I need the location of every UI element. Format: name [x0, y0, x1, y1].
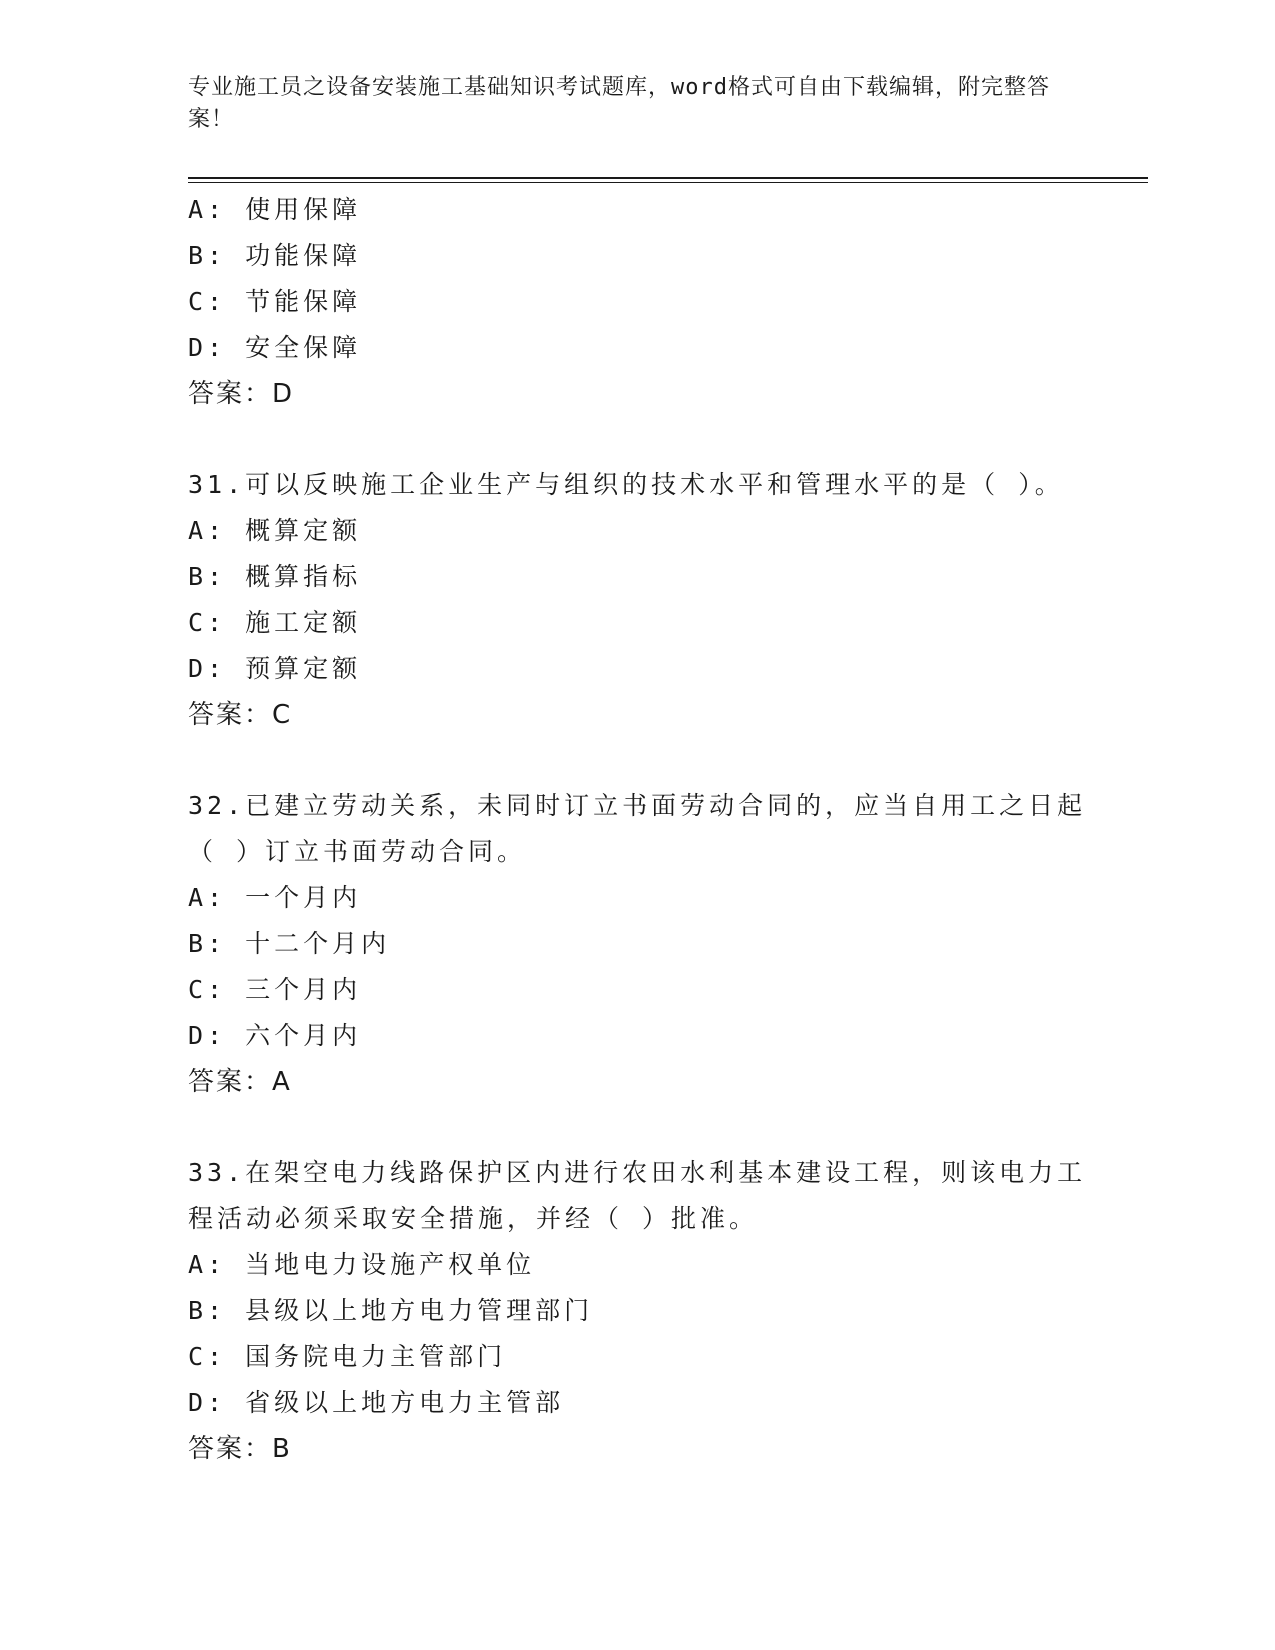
option-d [188, 1380, 1088, 1426]
question-31 [188, 462, 1088, 738]
option-letter: D: [188, 333, 227, 362]
option-letter: C: [188, 287, 227, 316]
answer-line: 答案：D [188, 379, 295, 409]
option-text: 安全保障 [245, 333, 362, 362]
option-text: 三个月内 [245, 975, 362, 1004]
answer-line: 答案：B [188, 1434, 292, 1464]
question-stem: 32.已建立劳动关系，未同时订立书面劳动合同的，应当自用工之日起（ ）订立书面劳动合同。 [188, 791, 1087, 866]
option-letter: C: [188, 1342, 227, 1371]
option-letter: D: [188, 1388, 227, 1417]
spacer [188, 417, 1088, 462]
option-text: 一个月内 [245, 883, 362, 912]
option-text: 功能保障 [245, 241, 362, 270]
option-letter: A: [188, 195, 227, 224]
header-title: 专业施工员之设备安装施工基础知识考试题库，word格式可自由下载编辑，附完整答案！ [188, 75, 1050, 132]
option-text: 六个月内 [245, 1021, 362, 1050]
option-a [188, 187, 1088, 233]
option-letter: A: [188, 516, 227, 545]
header-rule-thick [188, 177, 1148, 179]
option-a [188, 1242, 1088, 1288]
option-letter: D: [188, 654, 227, 683]
option-text: 使用保障 [245, 195, 362, 224]
option-b [188, 233, 1088, 279]
option-text: 省级以上地方电力主管部 [245, 1388, 565, 1417]
option-text: 当地电力设施产权单位 [245, 1250, 536, 1279]
option-c [188, 279, 1088, 325]
option-b [188, 921, 1088, 967]
option-text: 节能保障 [245, 287, 362, 316]
option-a [188, 508, 1088, 554]
option-text: 十二个月内 [245, 929, 391, 958]
option-letter: D: [188, 1021, 227, 1050]
option-letter: B: [188, 929, 227, 958]
answer-line: 答案：C [188, 700, 293, 730]
option-d [188, 325, 1088, 371]
option-text: 概算指标 [245, 562, 362, 591]
question-33 [188, 1150, 1088, 1472]
header-rule-thin [188, 182, 1148, 183]
option-c [188, 967, 1088, 1013]
option-text: 县级以上地方电力管理部门 [245, 1296, 594, 1325]
question-32 [188, 783, 1088, 1105]
option-d [188, 1013, 1088, 1059]
option-letter: B: [188, 241, 227, 270]
answer-line: 答案：A [188, 1067, 292, 1097]
option-text: 施工定额 [245, 608, 362, 637]
option-letter: B: [188, 1296, 227, 1325]
question-block-continued [188, 187, 1088, 417]
option-c [188, 1334, 1088, 1380]
option-text: 国务院电力主管部门 [245, 1342, 507, 1371]
option-d [188, 646, 1088, 692]
question-stem: 31.可以反映施工企业生产与组织的技术水平和管理水平的是（ ）。 [188, 470, 1064, 499]
option-b [188, 554, 1088, 600]
option-a [188, 875, 1088, 921]
option-b [188, 1288, 1088, 1334]
option-letter: C: [188, 975, 227, 1004]
option-c [188, 600, 1088, 646]
option-letter: C: [188, 608, 227, 637]
option-letter: A: [188, 883, 227, 912]
question-stem: 33.在架空电力线路保护区内进行农田水利基本建设工程，则该电力工程活动必须采取安全措施，并经（ ）批准。 [188, 1158, 1087, 1233]
option-letter: A: [188, 1250, 227, 1279]
option-text: 预算定额 [245, 654, 362, 683]
spacer [188, 738, 1088, 783]
option-letter: B: [188, 562, 227, 591]
page-header [188, 72, 1068, 136]
spacer [188, 1105, 1088, 1150]
option-text: 概算定额 [245, 516, 362, 545]
question-list [188, 187, 1088, 1472]
